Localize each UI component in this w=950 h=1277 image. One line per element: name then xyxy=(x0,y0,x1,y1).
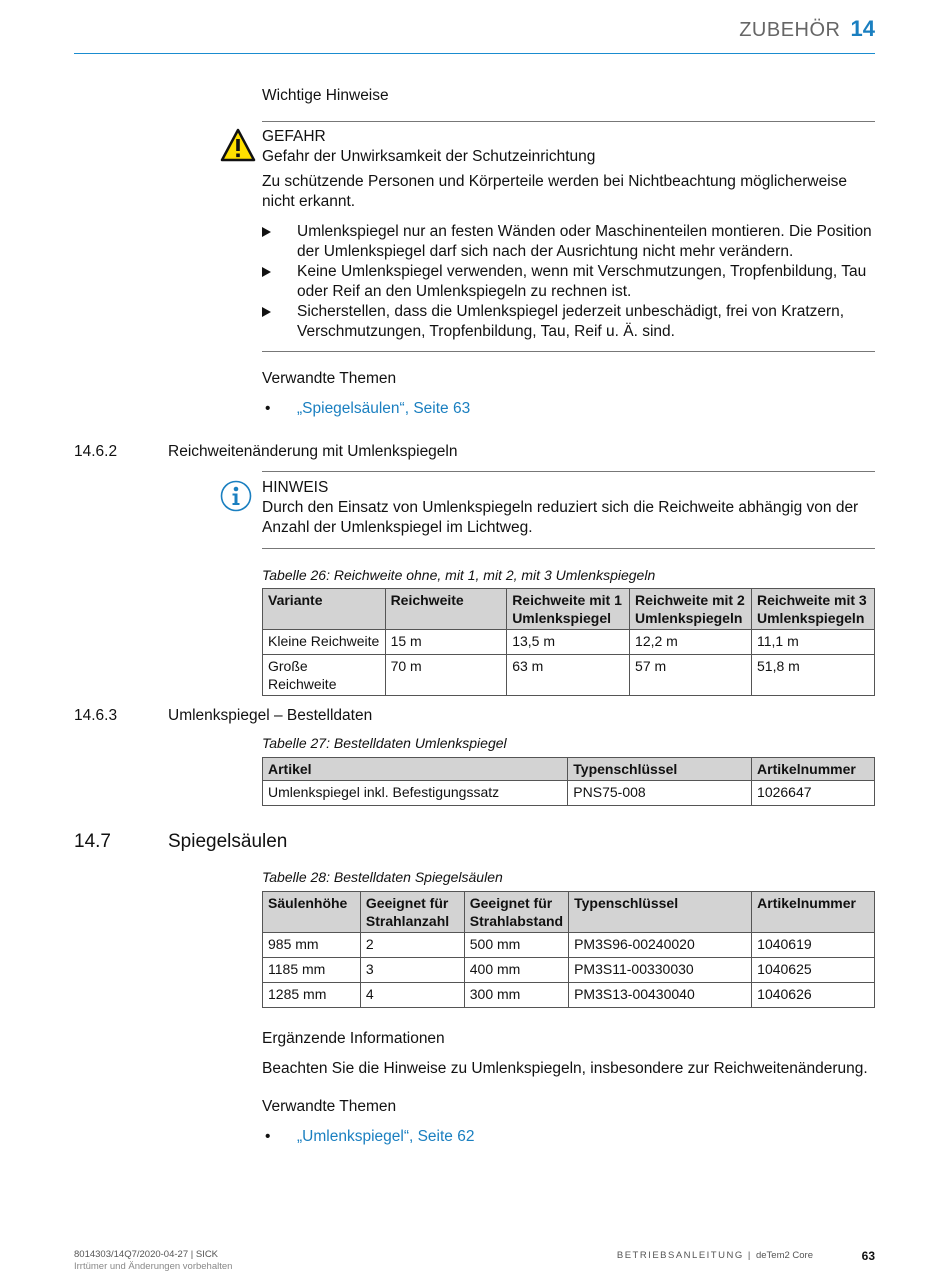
table-cell: 4 xyxy=(360,983,464,1008)
column-header: Geeignet für Strahlabstand xyxy=(464,892,568,933)
divider xyxy=(262,351,875,352)
list-item xyxy=(262,399,875,419)
table-cell: 13,5 m xyxy=(507,630,630,655)
section-number: 14.7 xyxy=(74,831,111,852)
section-title: Reichweitenänderung mit Umlenkspiegeln xyxy=(168,443,458,460)
danger-label: GEFAHR xyxy=(262,128,326,145)
table-cell: PM3S13-00430040 xyxy=(569,983,752,1008)
arrow-bullet-icon xyxy=(262,227,271,237)
bullet-dot-icon: • xyxy=(265,1128,271,1145)
table-caption: Tabelle 26: Reichweite ohne, mit 1, mit 2, mit 3 Umlenkspiegeln xyxy=(262,567,656,583)
page-header xyxy=(74,14,875,54)
table-row xyxy=(263,630,875,655)
table-cell: 400 mm xyxy=(464,958,568,983)
table-header-row xyxy=(263,758,875,781)
note-label: HINWEIS xyxy=(262,479,329,496)
column-header: Artikel xyxy=(263,758,568,781)
table-cell: 1185 mm xyxy=(263,958,361,983)
related-topics-list xyxy=(262,1127,875,1147)
divider xyxy=(262,548,875,549)
column-header: Reichweite xyxy=(385,589,507,630)
table-row xyxy=(263,983,875,1008)
divider xyxy=(262,471,875,472)
table-cell: 985 mm xyxy=(263,933,361,958)
table-cell: 1285 mm xyxy=(263,983,361,1008)
related-topics-list xyxy=(262,399,875,419)
danger-subtitle: Gefahr der Unwirksamkeit der Schutzeinrichtung xyxy=(262,148,596,165)
footer-product: deTem2 Core xyxy=(755,1250,813,1261)
table-cell: 12,2 m xyxy=(630,630,752,655)
note-text: Durch den Einsatz von Umlenkspiegeln reduziert sich die Reichweite abhängig von der Anzahl der Umlenkspiegel im Lichtweg. xyxy=(262,499,859,536)
supplementary-text: Beachten Sie die Hinweise zu Umlenkspiegeln, insbesondere zur Reichweitenänderung. xyxy=(262,1060,868,1077)
page-number: 63 xyxy=(861,1249,875,1263)
table-header-row xyxy=(263,589,875,630)
column-header: Reichweite mit 3 Umlenkspiegeln xyxy=(752,589,875,630)
section-number: 14.6.2 xyxy=(74,443,118,460)
list-item-text: Keine Umlenkspiegel verwenden, wenn mit Verschmutzungen, Tropfenbildung, Tau oder Reif an den Umlenkspiegeln zu rechnen ist. xyxy=(297,263,867,300)
table-cell: 15 m xyxy=(385,630,507,655)
table-cell: 300 mm xyxy=(464,983,568,1008)
table-cell: 3 xyxy=(360,958,464,983)
table-cell: 63 m xyxy=(507,655,630,696)
supplementary-title: Ergänzende Informationen xyxy=(262,1030,445,1047)
bullet-dot-icon: • xyxy=(265,400,271,417)
section-number: 14.6.3 xyxy=(74,707,118,724)
mirror-order-table xyxy=(262,757,875,806)
footer-manual: BETRIEBSANLEITUNG | deTem2 Core xyxy=(616,1250,813,1261)
table-cell: 57 m xyxy=(630,655,752,696)
warning-triangle-icon xyxy=(220,128,256,162)
table-cell: 1040626 xyxy=(752,983,875,1008)
table-cell: 1040625 xyxy=(752,958,875,983)
related-link[interactable]: „Umlenkspiegel“, Seite 62 xyxy=(297,1128,475,1145)
table-cell: 2 xyxy=(360,933,464,958)
section-title: Spiegelsäulen xyxy=(168,831,288,852)
column-header: Säulenhöhe xyxy=(263,892,361,933)
arrow-bullet-icon xyxy=(262,267,271,277)
danger-text: Zu schützende Personen und Körperteile werden bei Nichtbeachtung möglicherweise nicht erkannt. xyxy=(262,173,848,210)
footer-disclaimer: Irrtümer und Änderungen vorbehalten xyxy=(74,1261,233,1272)
chapter-title: ZUBEHÖR xyxy=(739,19,841,41)
table-cell: 1040619 xyxy=(752,933,875,958)
notes-title: Wichtige Hinweise xyxy=(262,87,389,104)
column-header: Typenschlüssel xyxy=(569,892,752,933)
column-header: Artikelnummer xyxy=(752,892,875,933)
table-cell: 11,1 m xyxy=(752,630,875,655)
list-item xyxy=(262,1127,875,1147)
table-cell: 500 mm xyxy=(464,933,568,958)
list-item xyxy=(262,262,875,302)
arrow-bullet-icon xyxy=(262,307,271,317)
table-cell: Kleine Reichweite xyxy=(263,630,386,655)
table-cell: 1026647 xyxy=(752,781,875,806)
column-header: Reichweite mit 1 Umlenkspiegel xyxy=(507,589,630,630)
divider xyxy=(262,121,875,122)
table-cell: PNS75-008 xyxy=(568,781,752,806)
column-header: Artikelnummer xyxy=(752,758,875,781)
table-cell: PM3S11-00330030 xyxy=(569,958,752,983)
section-title: Umlenkspiegel – Bestelldaten xyxy=(168,707,373,724)
related-link[interactable]: „Spiegelsäulen“, Seite 63 xyxy=(297,400,471,417)
table-cell: 51,8 m xyxy=(752,655,875,696)
related-topics-title: Verwandte Themen xyxy=(262,1098,397,1115)
column-order-table xyxy=(262,891,875,1008)
danger-bullet-list xyxy=(262,222,875,342)
table-caption: Tabelle 27: Bestelldaten Umlenkspiegel xyxy=(262,735,507,751)
list-item xyxy=(262,302,875,342)
footer-manual-title: BETRIEBSANLEITUNG xyxy=(616,1250,744,1261)
list-item xyxy=(262,222,875,262)
table-row xyxy=(263,958,875,983)
range-table xyxy=(262,588,875,696)
table-header-row xyxy=(263,892,875,933)
table-row xyxy=(263,933,875,958)
table-row xyxy=(263,655,875,696)
table-cell: 70 m xyxy=(385,655,507,696)
table-cell: Große Reichweite xyxy=(263,655,386,696)
footer-doc-info xyxy=(74,1249,232,1273)
list-item-text: Umlenkspiegel nur an festen Wänden oder Maschinenteilen montieren. Die Position der Umlenkspiegel darf sich nach der Ausrichtung nicht mehr verändern. xyxy=(297,223,872,260)
footer-doc-id: 8014303/14Q7/2020-04-27 | SICK xyxy=(74,1249,219,1260)
info-circle-icon xyxy=(220,480,252,512)
column-header: Geeignet für Strahlanzahl xyxy=(360,892,464,933)
table-cell: Umlenkspiegel inkl. Befestigungssatz xyxy=(263,781,568,806)
chapter-heading xyxy=(739,16,875,42)
related-topics-title: Verwandte Themen xyxy=(262,370,397,387)
list-item-text: Sicherstellen, dass die Umlenkspiegel jederzeit unbeschädigt, frei von Kratzern, Verschmutzungen, Tropfenbildung, Tau, Reif u. Ä. sind. xyxy=(297,303,845,340)
column-header: Reichweite mit 2 Umlenkspiegeln xyxy=(630,589,752,630)
table-row xyxy=(263,781,875,806)
table-cell: PM3S96-00240020 xyxy=(569,933,752,958)
column-header: Variante xyxy=(263,589,386,630)
table-caption: Tabelle 28: Bestelldaten Spiegelsäulen xyxy=(262,869,503,885)
column-header: Typenschlüssel xyxy=(568,758,752,781)
chapter-number: 14 xyxy=(850,16,875,41)
